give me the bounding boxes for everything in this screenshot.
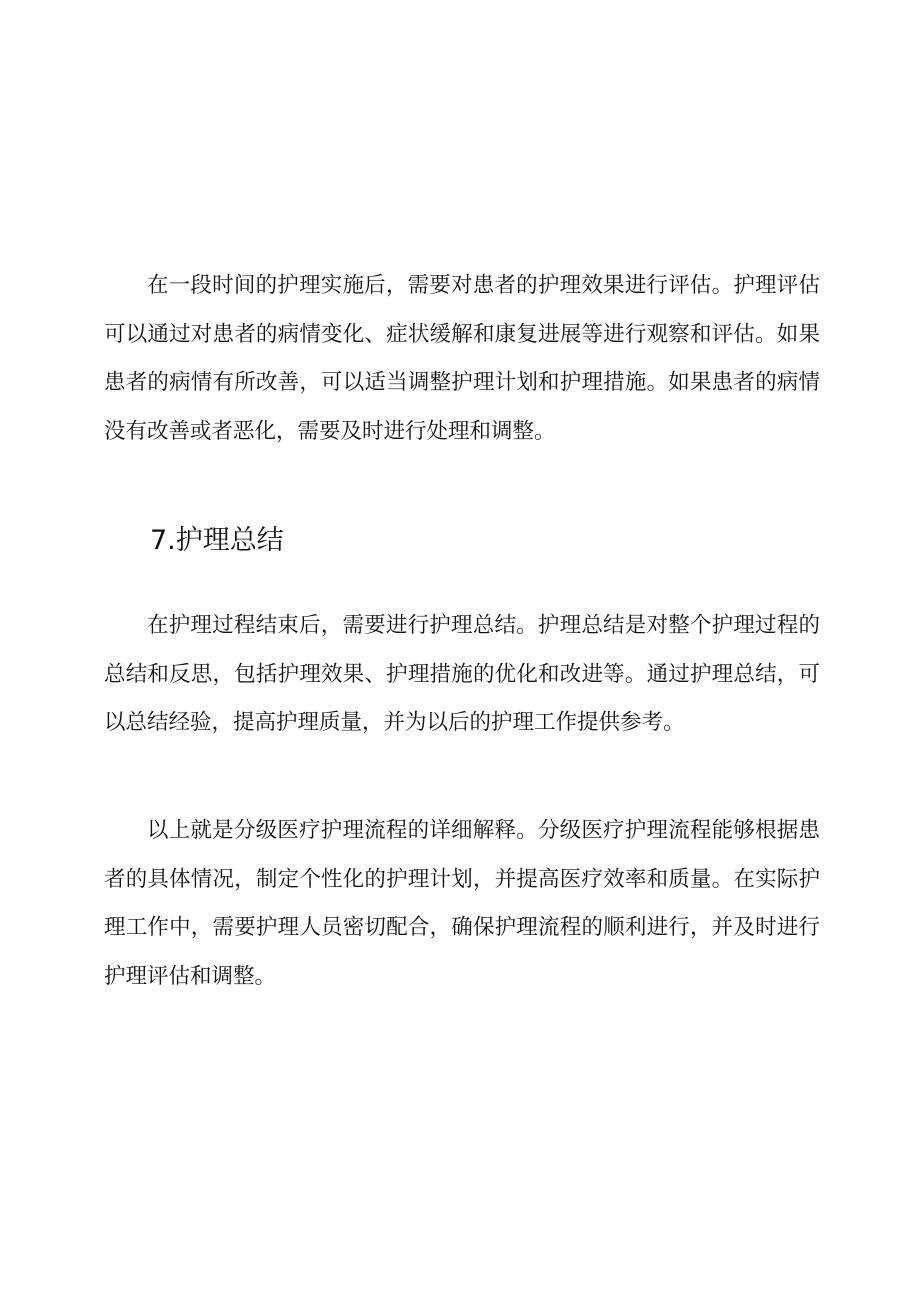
paragraph-conclusion: 以上就是分级医疗护理流程的详细解释。分级医疗护理流程能够根据患者的具体情况，制定个性化的护理计划，并提高医疗效率和质量。在实际护理工作中，需要护理人员密切配合，确保护理流程的顺利进行，并及时进行护理评估和调整。 [104, 818, 820, 989]
paragraph-evaluation: 在一段时间的护理实施后，需要对患者的护理效果进行评估。护理评估可以通过对患者的病情变化、症状缓解和康复进展等进行观察和评估。如果患者的病情有所改善，可以适当调整护理计划和护理措施。如果患者的病情没有改善或者恶化，需要及时进行处理和调整。 [104, 273, 820, 444]
paragraph-summary: 在护理过程结束后，需要进行护理总结。护理总结是对整个护理过程的总结和反思，包括护理效果、护理措施的优化和改进等。通过护理总结，可以总结经验，提高护理质量，并为以后的护理工作提供参考。 [104, 613, 820, 735]
section-heading: 7.护理总结 [150, 525, 284, 556]
